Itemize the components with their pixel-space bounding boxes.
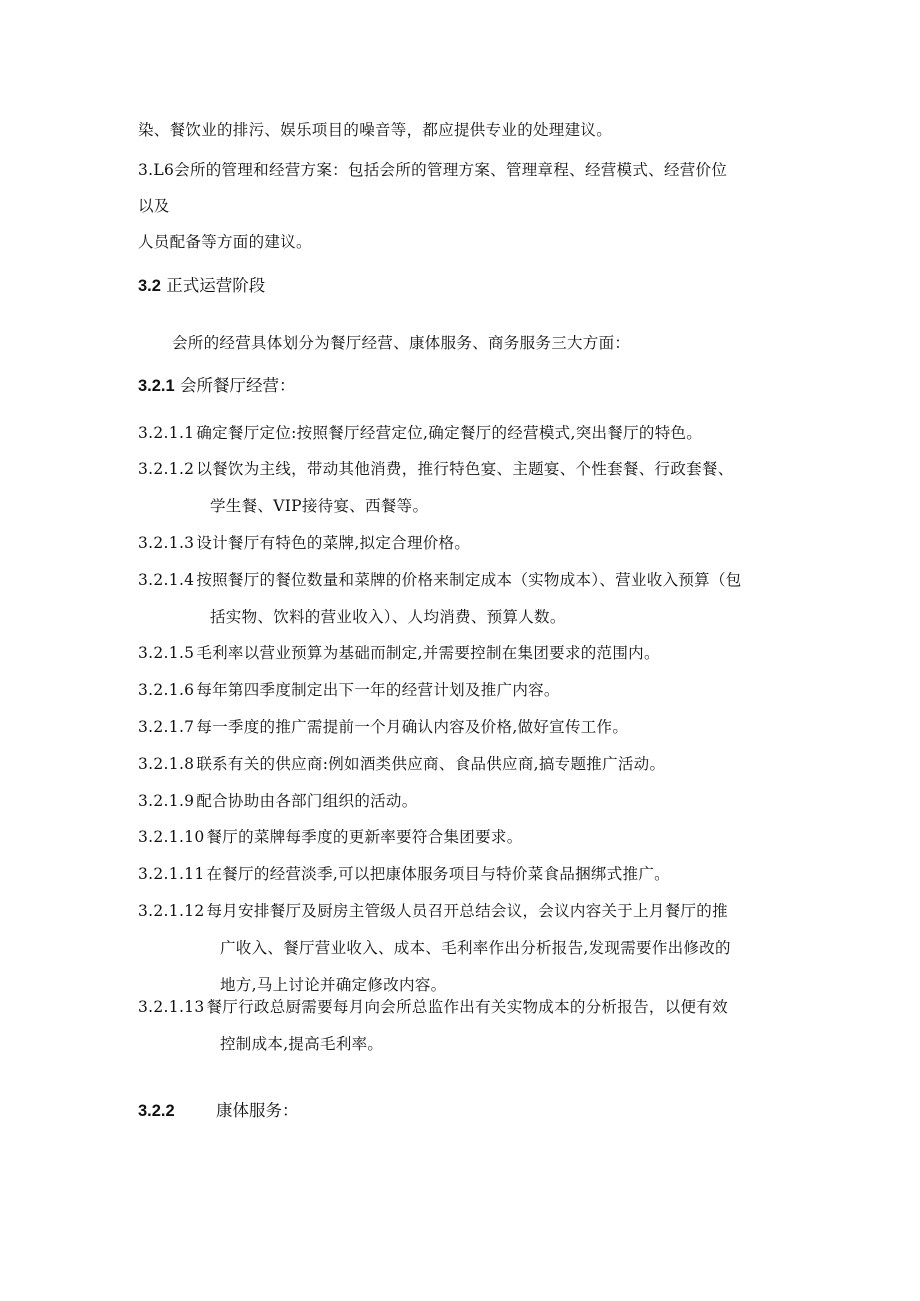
item-number: 3.2.1.2 (138, 460, 195, 478)
item-text (138, 856, 798, 893)
section-3-2-number: 3.2 (138, 277, 161, 295)
intro-line-1: 染、餐饮业的排污、娱乐项目的噪音等，都应提供专业的处理建议。 (138, 121, 613, 139)
list-item (138, 451, 798, 525)
list-item (138, 709, 798, 746)
item-body: 按照餐厅的餐位数量和菜牌的价格来制定成本（实物成本）、营业收入预算（包 (196, 571, 742, 589)
item-text-continued: 括实物、饮料的营业收入）、人均消费、预算人数。 (210, 608, 566, 626)
item-body: 毛利率以营业预算为基础而制定,并需要控制在集团要求的范围内。 (196, 644, 660, 662)
item-text (138, 746, 798, 783)
item-text (138, 709, 798, 746)
section-3-2-title: 正式运营阶段 (166, 276, 266, 295)
list-item (138, 819, 798, 856)
item-text (138, 893, 798, 930)
section-3-2-1-title: 会所餐厅经营： (179, 376, 296, 395)
list-item (138, 989, 798, 1063)
item-text-continued: 广收入、餐厅营业收入、成本、毛利率作出分析报告,发现需要作出修改的 (220, 939, 731, 957)
list-item (138, 672, 798, 709)
intro-line-2: 3.L6会所的管理和经营方案：包括会所的管理方案、管理章程、经营模式、经营价位 (138, 161, 728, 179)
item-number: 3.2.1.1 (138, 424, 195, 442)
section-3-2-2-heading (138, 1101, 298, 1121)
item-text-continued: 控制成本,提高毛利率。 (220, 1035, 384, 1053)
item-text (138, 989, 798, 1026)
item-number: 3.2.1.3 (138, 534, 195, 552)
item-number: 3.2.1.4 (138, 571, 195, 589)
intro-line-4: 人员配备等方面的建议。 (138, 233, 312, 251)
item-body: 餐厅的菜牌每季度的更新率要符合集团要求。 (206, 828, 523, 846)
item-number: 3.2.1.7 (138, 718, 195, 736)
list-item (138, 746, 798, 783)
list-item (138, 856, 798, 893)
intro-line-3: 以及 (138, 197, 170, 215)
section-3-2-heading (138, 276, 265, 296)
list-item (138, 893, 798, 1004)
item-text (138, 819, 798, 856)
list-item (138, 562, 798, 636)
section-intro: 会所的经营具体划分为餐厅经营、康体服务、商务服务三大方面： (172, 334, 631, 352)
item-body: 确定餐厅定位:按照餐厅经营定位,确定餐厅的经营模式,突出餐厅的特色。 (196, 424, 703, 442)
list-item (138, 525, 798, 562)
list-item (138, 783, 798, 820)
item-body: 设计餐厅有特色的菜牌,拟定合理价格。 (196, 534, 471, 552)
item-text (138, 635, 798, 672)
item-number: 3.2.1.9 (138, 792, 195, 810)
item-body: 每一季度的推广需提前一个月确认内容及价格,做好宣传工作。 (196, 718, 629, 736)
section-3-2-2-number: 3.2.2 (138, 1102, 175, 1120)
item-number: 3.2.1.11 (138, 865, 205, 883)
item-number: 3.2.1.13 (138, 998, 205, 1016)
item-body: 以餐饮为主线，带动其他消费，推行特色宴、主题宴、个性套餐、行政套餐、 (196, 460, 734, 478)
item-body: 联系有关的供应商:例如酒类供应商、食品供应商,搞专题推广活动。 (196, 755, 666, 773)
item-number: 3.2.1.8 (138, 755, 195, 773)
section-3-2-1-heading (138, 376, 295, 396)
item-text-continued: 学生餐、VIP接待宴、西餐等。 (210, 497, 429, 515)
item-text (138, 525, 798, 562)
item-body: 每年第四季度制定出下一年的经营计划及推广内容。 (196, 681, 560, 699)
item-body: 配合协助由各部门组织的活动。 (196, 792, 418, 810)
item-body: 餐厅行政总厨需要每月向会所总监作出有关实物成本的分析报告，以便有效 (206, 998, 728, 1016)
item-body: 在餐厅的经营淡季,可以把康体服务项目与特价菜食品捆绑式推广。 (206, 865, 670, 883)
item-number: 3.2.1.12 (138, 902, 205, 920)
item-text (138, 562, 798, 599)
list-item (138, 415, 798, 452)
section-3-2-2-title: 康体服务： (215, 1101, 299, 1120)
item-text (138, 672, 798, 709)
item-text (138, 451, 798, 488)
item-number: 3.2.1.6 (138, 681, 195, 699)
item-text (138, 415, 798, 452)
section-3-2-1-number: 3.2.1 (138, 377, 175, 395)
item-number: 3.2.1.10 (138, 828, 205, 846)
item-text-continued: 地方,马上讨论并确定修改内容。 (220, 976, 447, 994)
list-item (138, 635, 798, 672)
item-body: 每月安排餐厅及厨房主管级人员召开总结会议，会议内容关于上月餐厅的推 (206, 902, 728, 920)
item-text (138, 783, 798, 820)
item-number: 3.2.1.5 (138, 644, 195, 662)
